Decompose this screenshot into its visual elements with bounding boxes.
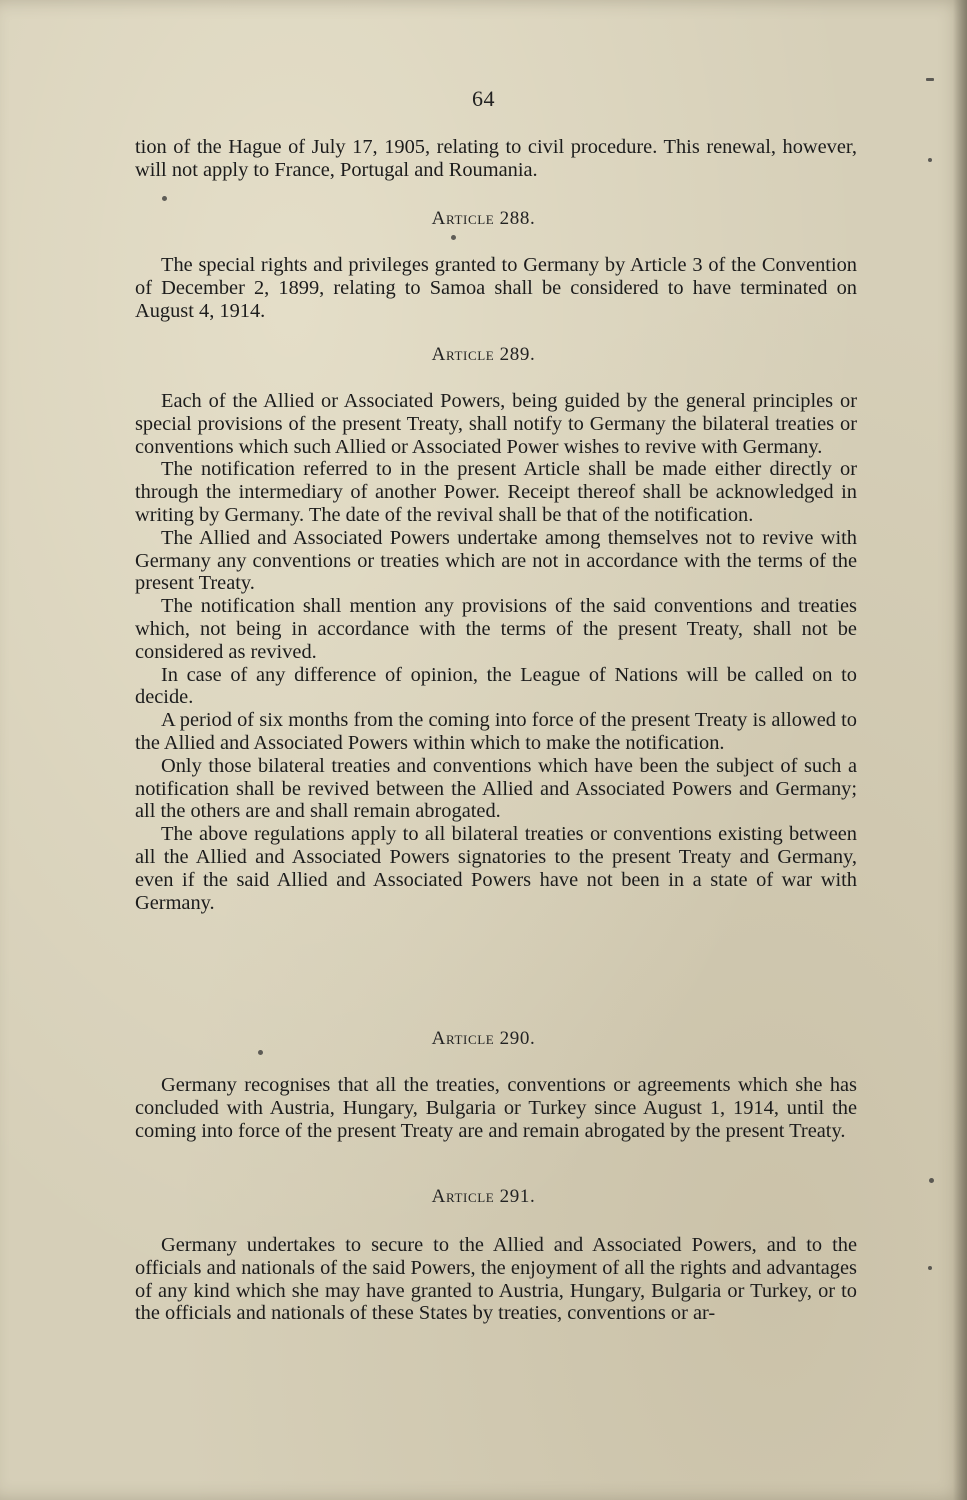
article-289-text bbox=[135, 390, 857, 914]
scan-speck bbox=[451, 235, 456, 240]
paragraph: The notification shall mention any provisions of the said conventions and treaties which, not being in accordance with the terms of the present Treaty, shall not be considered as revived. bbox=[135, 595, 857, 663]
paragraph: tion of the Hague of July 17, 1905, relating to civil procedure. This renewal, however, will not apply to France, Portugal and Roumania. bbox=[135, 136, 857, 181]
paragraph: Only those bilateral treaties and conventions which have been the subject of such a notification shall be revived between the Allied and Associated Powers and Germany; all the others are and shall remain abrogated. bbox=[135, 754, 857, 823]
paragraph: Each of the Allied or Associated Powers, being guided by the general principles or special provisions of the present Treaty, shall notify to Germany the bilateral treaties or conventions which such Allied or Associated Power wishes to revive with Germany. bbox=[135, 390, 857, 458]
article-291-text bbox=[135, 1234, 857, 1325]
paragraph: A period of six months from the coming into force of the present Treaty is allowed to the Allied and Associated Powers within which to make the notification. bbox=[135, 709, 857, 754]
scan-speck bbox=[928, 158, 932, 162]
paragraph: Germany recognises that all the treaties, conventions or agreements which she has concluded with Austria, Hungary, Bulgaria or Turkey since August 1, 1914, until the coming into force of the present Treaty are and remain abrogated by the present Treaty. bbox=[135, 1074, 857, 1142]
article-289-heading: Article 289. bbox=[431, 344, 536, 365]
paragraph: The notification referred to in the present Article shall be made either directly or through the intermediary of another Power. Receipt thereof shall be acknowledged in writing by Germany. The date of the revival shall be that of the notification. bbox=[135, 458, 857, 526]
scan-speck bbox=[928, 1266, 932, 1270]
intro-text bbox=[135, 136, 857, 182]
article-290-text bbox=[135, 1074, 857, 1142]
article-288-text bbox=[135, 254, 857, 322]
article-290-heading: Article 290. bbox=[431, 1028, 536, 1049]
scan-speck bbox=[929, 1178, 934, 1183]
paragraph: The Allied and Associated Powers undertake among themselves not to revive with Germany any conventions or treaties which are not in accordance with the terms of the present Treaty. bbox=[135, 526, 857, 595]
scan-speck bbox=[258, 1050, 263, 1055]
paragraph: In case of any difference of opinion, the League of Nations will be called on to decide. bbox=[135, 663, 857, 709]
paragraph: Germany undertakes to secure to the Allied and Associated Powers, and to the officials and nationals of the said Powers, the enjoyment of all the rights and advantages of any kind which she may have granted to Austria, Hungary, Bulgaria or Turkey, or to the officials and nationals of these States by treaties, conventions or ar- bbox=[135, 1234, 857, 1325]
article-291-heading: Article 291. bbox=[431, 1186, 536, 1207]
paragraph: The special rights and privileges granted to Germany by Article 3 of the Convention of December 2, 1899, relating to Samoa shall be considered to have terminated on August 4, 1914. bbox=[135, 254, 857, 322]
article-288-heading: Article 288. bbox=[431, 208, 536, 229]
scan-speck bbox=[926, 78, 934, 81]
page-number: 64 bbox=[472, 86, 495, 111]
paragraph: The above regulations apply to all bilateral treaties or conventions existing between all the Allied and Associated Powers signatories to the present Treaty and Germany, even if the said Allied and Associated Powers have not been in a state of war with Germany. bbox=[135, 823, 857, 914]
scan-speck bbox=[162, 196, 167, 201]
